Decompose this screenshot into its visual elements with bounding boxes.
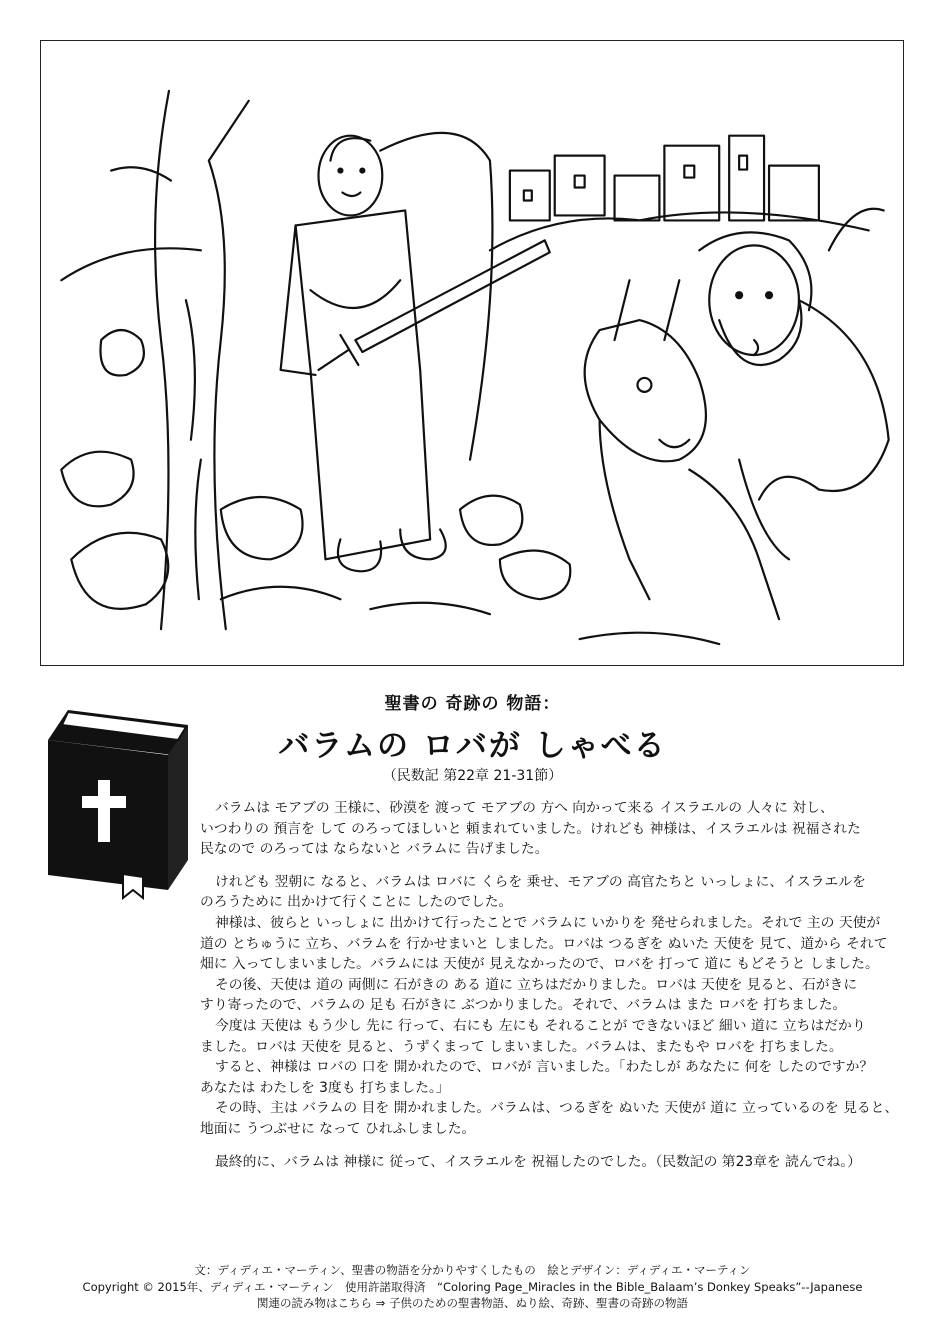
story-line: 最終的に、バラムは 神様に 従って、イスラエルを 祝福したのでした。（民数記の 第23章を 読んでね。） — [215, 1153, 861, 1170]
story-line: ました。ロバは 天使を 見ると、うずくまって しまいました。バラムは、またもや ロバを 打ちました。 — [200, 1038, 843, 1055]
story-line: 畑に 入ってしまいました。バラムには 天使が 見えなかったので、ロバを 打って 道に もどそうと しました。 — [200, 956, 879, 973]
footer — [0, 1262, 945, 1312]
coloring-illustration — [40, 40, 904, 666]
footer-related-link[interactable]: 関連の読み物はこちら ⇒ 子供のための聖書物語、ぬり絵、奇跡、聖書の奇跡の物語 — [257, 1296, 688, 1310]
story-line: その時、主は バラムの 目を 開かれました。バラムは、つるぎを ぬいた 天使が 道に 立っているのを 見ると、 — [215, 1100, 899, 1117]
story-line: 地面に うつぶせに なって ひれふしました。 — [200, 1120, 476, 1137]
story-title: バラムの ロバが しゃべる — [278, 728, 667, 764]
scripture-reference: （民数記 第22章 21-31節） — [382, 768, 563, 784]
story-line: 道の とちゅうに 立ち、バラムを 行かせまいと しました。ロバは つるぎを ぬいた 天使を 見て、道から それて — [200, 935, 888, 952]
story-line: すり寄ったので、バラムの 足も 石がきに ぶつかりました。それで、バラムは また ロバを 打ちました。 — [200, 997, 847, 1014]
story-line: いつわりの 預言を して のろってほしいと 頼まれていました。けれども 神様は、イスラエルは 祝福された — [200, 820, 861, 837]
story-line: バラムは モアブの 王様に、砂漠を 渡って モアブの 方へ 向かって来る イスラエルの 人々に 対し、 — [215, 800, 834, 816]
footer-copyright: Copyright © 2015年、ディディエ・マーティン 使用許諾取得済 “Coloring Page_Miracles in the Bible_Balaam’s Donkey Speaks”--Japanese — [82, 1279, 863, 1294]
story-line: 今度は 天使は もう少し 先に 行って、右にも 左にも それることが できないほど 細い 道に 立ちはだかり — [215, 1017, 866, 1034]
story-line: 民なので のろっては ならないと バラムに 告げました。 — [200, 841, 549, 858]
story-line: 神様は、彼らと いっしょに 出かけて行ったことで バラムに いかりを 発せられました。それで 主の 天使が — [215, 914, 881, 931]
story-subtitle: 聖書の 奇跡の 物語： — [384, 694, 561, 714]
story-line: のろうために 出かけて行くことに したのでした。 — [200, 894, 513, 911]
story-line: けれども 翌朝に なると、バラムは ロバに くらを 乗せ、モアブの 高官たちと いっしょに、イスラエルを — [215, 873, 866, 890]
story-line: その後、天使は 道の 両側に 石がきの ある 道に 立ちはだかりました。ロバは 天使を 見ると、石がきに — [215, 976, 858, 993]
story-line: あなたは わたしを 3度も 打ちました。」 — [200, 1079, 450, 1096]
footer-credits: 文：ディディエ・マーティン、聖書の物語を分かりやすくしたもの 絵とデザイン：ディディエ・マーティン — [194, 1263, 751, 1277]
story-text — [200, 798, 900, 1172]
story-line: すると、神様は ロバの 口を 開かれたので、ロバが 言いました。「わたしが あなたに 何を したのですか？ — [215, 1059, 874, 1076]
coloring-illustration-drawing — [41, 41, 903, 665]
